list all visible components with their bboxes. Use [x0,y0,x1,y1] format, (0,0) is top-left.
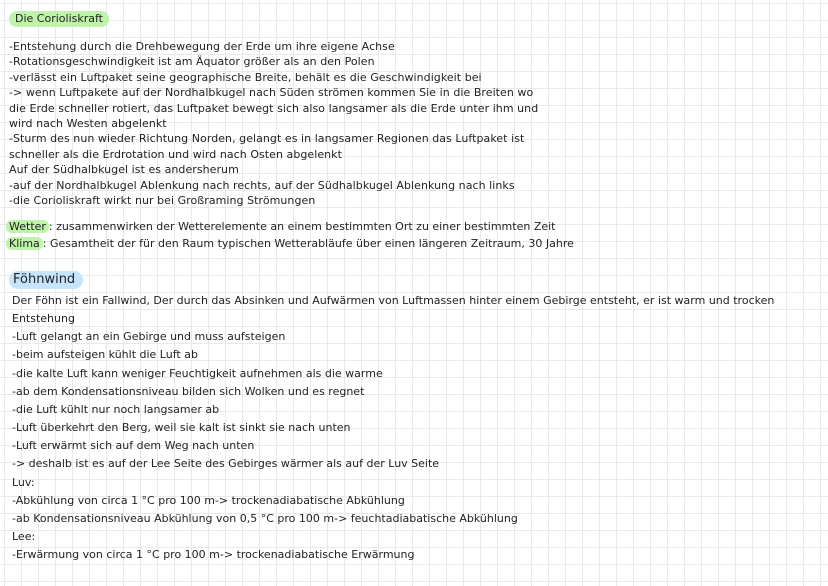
coriolis-line: -> wenn Luftpakete auf der Nordhalbkugel nach Süden strömen kommen Sie in die Breiten wo [9,86,534,100]
foehnwind-line: Luv: [12,475,35,489]
foehnwind-line: -die Luft kühlt nur noch langsamer ab [12,402,220,416]
foehnwind-line: -Luft gelangt an ein Gebirge und muss aufsteigen [12,330,286,344]
definition-text: : zusammenwirken der Wetterelemente an einem bestimmten Ort zu einer bestimmten Zeit [48,220,556,233]
foehnwind-line: -die kalte Luft kann weniger Feuchtigkeit aufnehmen als die warme [12,366,383,380]
foehnwind-line: -Luft erwärmt sich auf dem Weg nach unten [12,439,255,453]
definition-term: Wetter [6,220,49,233]
coriolis-text-block [9,39,538,208]
definition-wetter [9,219,574,236]
foehnwind-line: -ab dem Kondensationsniveau bilden sich Wolken und es regnet [12,384,365,398]
definition-text: : Gesamtheit der für den Raum typischen Wetterabläufe über einen längeren Zeitraum, 30 Jahre [42,236,574,250]
foehnwind-heading: Föhnwind [9,271,83,289]
coriolis-line: Auf der Südhalbkugel ist es andersherum [9,163,239,177]
foehnwind-line: -Erwärmung von circa 1 °C pro 100 m-> trockenadiabatische Erwärmung [12,548,415,562]
foehnwind-text-block [12,292,774,564]
coriolis-heading: Die Corioliskraft [9,11,109,27]
coriolis-line: -die Corioliskraft wirkt nur bei Großraming Strömungen [9,194,316,208]
foehnwind-line: -ab Kondensationsniveau Abkühlung von 0,5 °C pro 100 m-> feuchtadiabatische Abkühlung [12,511,518,525]
coriolis-line: -auf der Nordhalbkugel Ablenkung nach rechts, auf der Südhalbkugel Ablenkung nach links [9,178,515,192]
definition-term: Klima [6,237,43,250]
coriolis-line: die Erde schneller rotiert, das Luftpaket bewegt sich also langsamer als die Erde unter ihm und [9,101,539,115]
foehnwind-line: -beim aufsteigen kühlt die Luft ab [12,348,198,362]
coriolis-line: -Entstehung durch die Drehbewegung der Erde um ihre eigene Achse [9,40,395,53]
foehnwind-line: Lee: [12,530,36,544]
coriolis-line: wird nach Westen abgelenkt [9,117,167,131]
coriolis-line: -Rotationsgeschwindigkeit ist am Äquator größer als an den Polen [9,55,375,69]
foehnwind-line: -Abkühlung von circa 1 °C pro 100 m-> trockenadiabatische Abkühlung [12,493,405,507]
definition-klima [9,236,574,253]
foehnwind-line: Der Föhn ist ein Fallwind, Der durch das Absinken und Aufwärmen von Luftmassen hinter einem Gebirge entsteht, er ist warm und trocken [12,294,775,307]
coriolis-line: -verlässt ein Luftpaket seine geographische Breite, behält es die Geschwindigkeit bei [9,70,482,84]
foehnwind-line: -> deshalb ist es auf der Lee Seite des Gebirges wärmer als auf der Luv Seite [12,457,440,471]
definitions-block [9,219,574,252]
foehnwind-line: Entstehung [12,312,75,326]
foehnwind-line: -Luft überkehrt den Berg, weil sie kalt ist sinkt sie nach unten [12,421,351,435]
coriolis-line: -Sturm des nun wieder Richtung Norden, gelangt es in langsamer Regionen das Luftpaket ist [9,132,525,146]
coriolis-line: schneller als die Erdrotation und wird nach Osten abgelenkt [9,147,342,161]
